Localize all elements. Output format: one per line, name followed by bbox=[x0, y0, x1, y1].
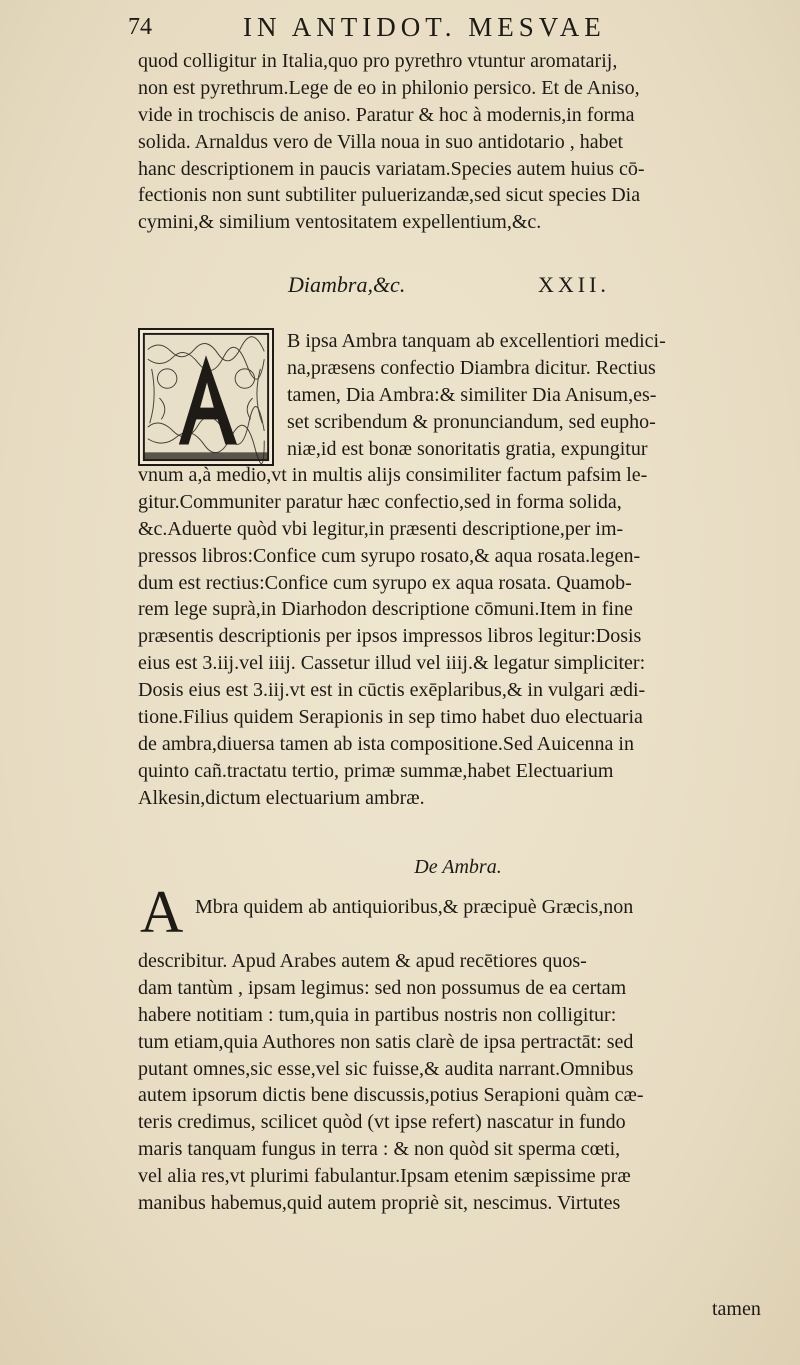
text-line: manibus habemus,quid autem propriè sit, nescimus. Virtutes bbox=[138, 1192, 621, 1215]
indented-paragraph bbox=[287, 328, 779, 462]
text-line: vide in trochiscis de aniso. Paratur & hoc à modernis,in forma bbox=[138, 103, 635, 126]
main-paragraph bbox=[138, 462, 778, 812]
text-line: vnum a,à medio,vt in multis alijs consimiliter factum pafsim le- bbox=[138, 464, 648, 486]
text-line: B ipsa Ambra tanquam ab excellentiori medici- bbox=[287, 330, 666, 352]
text-line: tum etiam,quia Authores non satis clarè de ipsa pertractāt: sed bbox=[138, 1030, 634, 1053]
text-line: gitur.Communiter paratur hæc confectio,sed in forma solida, bbox=[138, 490, 622, 513]
text-line: Alkesin,dictum electuarium ambræ. bbox=[138, 786, 425, 809]
text-line: dam tantùm , ipsam legimus: sed non possumus de ea certam bbox=[138, 976, 627, 999]
section-initial-letter: A bbox=[140, 879, 184, 945]
running-title: IN ANTIDOT. MESVAE bbox=[243, 12, 606, 42]
text-line: teris credimus, scilicet quòd (vt ipse refert) nascatur in fundo bbox=[138, 1111, 626, 1134]
text-line: tamen, Dia Ambra:& similiter Dia Anisum,es- bbox=[287, 383, 657, 406]
intro-paragraph bbox=[138, 48, 778, 236]
text-line: eius est 3.iij.vel iiij. Cassetur illud vel iiij.& legatur simpliciter: bbox=[138, 652, 646, 675]
text-line: na,præsens confectio Diambra dicitur. Rectius bbox=[287, 356, 656, 379]
text-line: Mbra quidem ab antiquioribus,& præcipuè Græcis,non bbox=[195, 896, 634, 918]
text-line: habere notitiam : tum,quia in partibus nostris non colligitur: bbox=[138, 1003, 617, 1026]
text-line: quod colligitur in Italia,quo pro pyrethro vtuntur aromatarij, bbox=[138, 50, 618, 72]
text-line: hanc descriptionem in paucis variatam.Species autem huius cō- bbox=[138, 157, 645, 180]
text-line: putant omnes,sic esse,vel sic fuisse,& audita narrant.Omnibus bbox=[138, 1057, 634, 1080]
text-line: &c.Aduerte quòd vbi legitur,in præsenti descriptione,per im- bbox=[138, 517, 624, 540]
text-line: non est pyrethrum.Lege de eo in philonio persico. Et de Aniso, bbox=[138, 76, 640, 99]
woodcut-initial-image bbox=[140, 330, 272, 464]
text-line: pressos libros:Confice cum syrupo rosato,& aqua rosata.legen- bbox=[138, 544, 641, 567]
text-line: de ambra,diuersa tamen ab ista compositione.Sed Auicenna in bbox=[138, 732, 634, 755]
text-line: quinto cañ.tractatu tertio, primæ summæ,habet Electuarium bbox=[138, 759, 614, 782]
text-line: set scribendum & pronunciandum, sed eupho- bbox=[287, 410, 656, 433]
text-line: solida. Arnaldus vero de Villa noua in suo antidotario , habet bbox=[138, 130, 623, 153]
section-subheading: De Ambra. bbox=[414, 856, 502, 878]
text-line: cymini,& similium ventositatem expellentium,&c. bbox=[138, 211, 542, 234]
text-line: maris tanquam fungus in terra : & non quòd sit sperma cœti, bbox=[138, 1138, 621, 1161]
text-line: autem ipsorum dictis bene discussis,potius Serapioni quàm cæ- bbox=[138, 1084, 644, 1107]
text-line: præsentis descriptionis per ipsos impressos libros legitur:Dosis bbox=[138, 625, 642, 648]
catchword: tamen bbox=[712, 1298, 761, 1320]
text-line: niæ,id est bonæ sonoritatis gratia, expungitur bbox=[287, 437, 648, 460]
folio-number: 74 bbox=[128, 14, 152, 40]
text-line: tione.Filius quidem Serapionis in sep timo habet duo electuaria bbox=[138, 706, 643, 729]
decorated-initial bbox=[138, 328, 274, 466]
chapter-heading bbox=[138, 272, 778, 306]
section-paragraph bbox=[138, 948, 778, 1217]
chapter-title: Diambra,&c. bbox=[288, 272, 406, 297]
text-line: dum est rectius:Confice cum syrupo ex aqua rosata. Quamob- bbox=[138, 571, 632, 594]
text-line: rem lege suprà,in Diarhodon descriptione cōmuni.Item in fine bbox=[138, 598, 633, 621]
running-head bbox=[128, 12, 778, 52]
text-line: Dosis eius est 3.iij.vt est in cūctis exēplaribus,& in vulgari ædi- bbox=[138, 679, 646, 702]
text-line: describitur. Apud Arabes autem & apud recētiores quos- bbox=[138, 950, 587, 972]
chapter-number: XXII. bbox=[538, 272, 610, 297]
section-first-line bbox=[195, 894, 779, 921]
text-line: vel alia res,vt plurimi fabulantur.Ipsam etenim sæpissime præ bbox=[138, 1165, 631, 1188]
text-line: fectionis non sunt subtiliter puluerizandæ,sed sicut species Dia bbox=[138, 184, 641, 207]
